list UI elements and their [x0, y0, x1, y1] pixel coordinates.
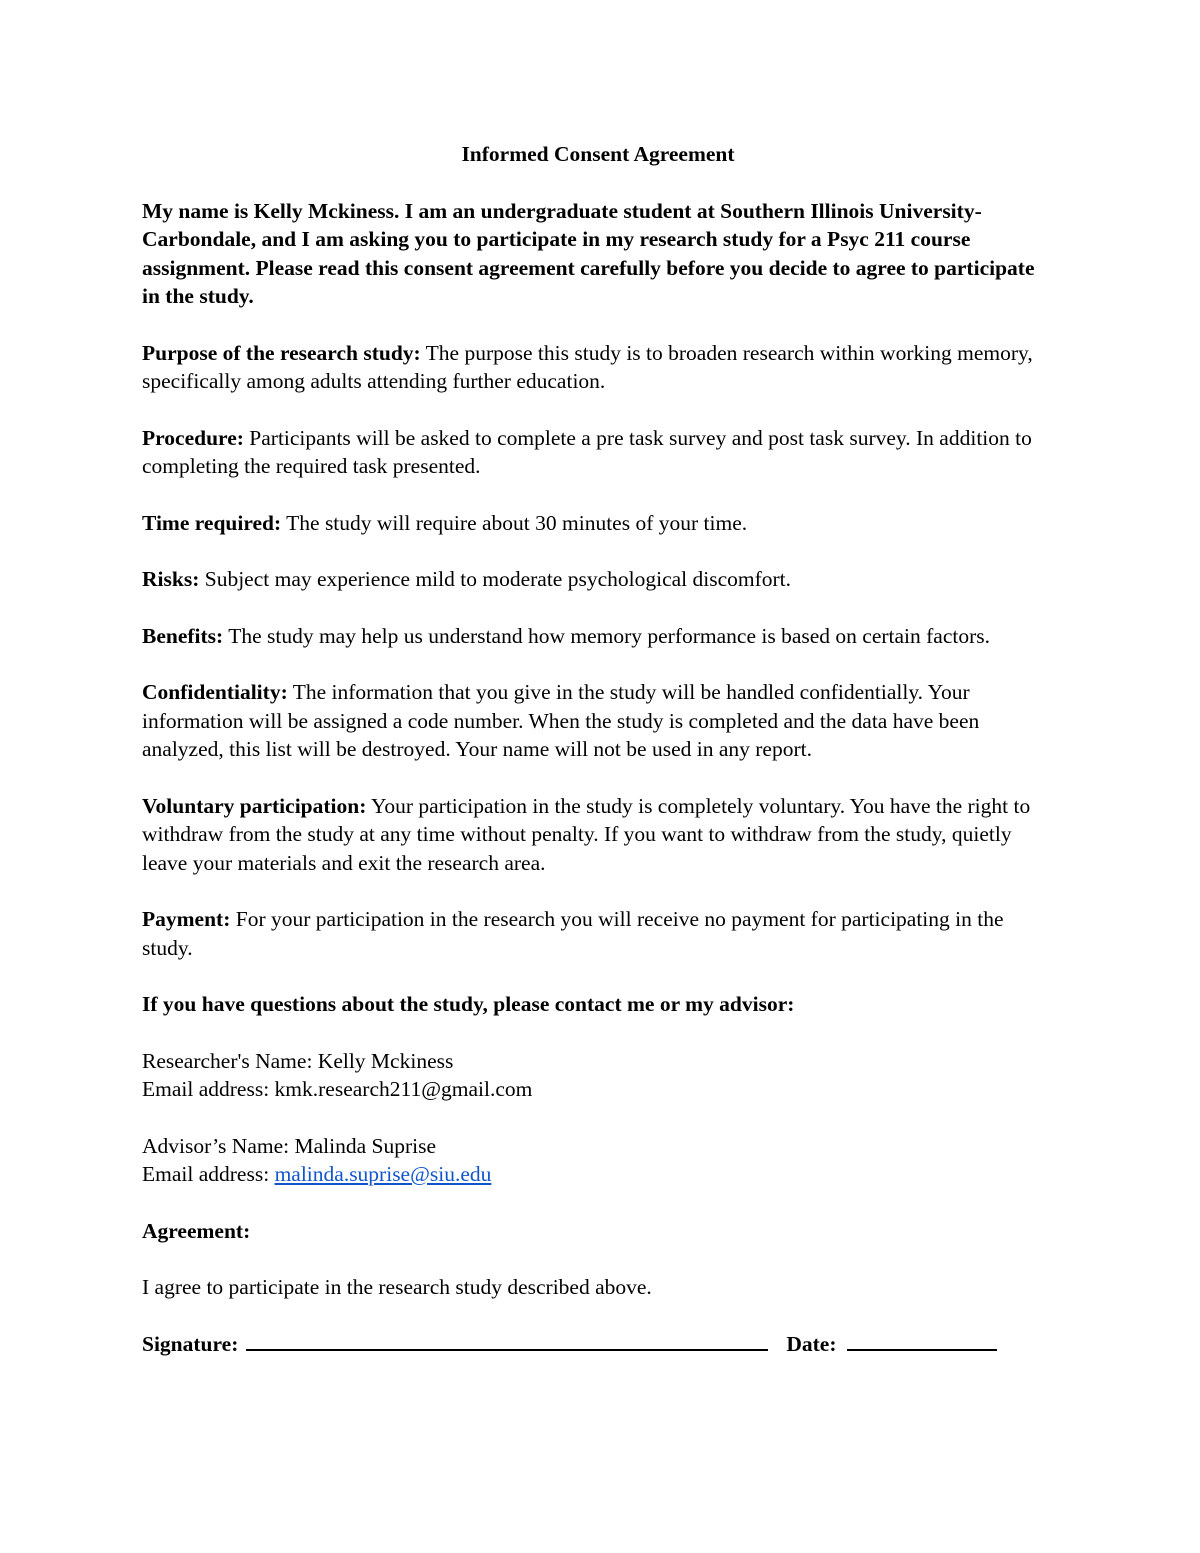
researcher-email: Email address: kmk.research211@gmail.com	[142, 1077, 533, 1101]
signature-label: Signature:	[142, 1331, 239, 1356]
section-payment	[142, 905, 1054, 962]
section-label: Payment:	[142, 907, 231, 931]
consent-document	[142, 140, 1054, 1358]
section-text: For your participation in the research you will receive no payment for participating in the study.	[142, 907, 1004, 960]
advisor-email-line	[142, 1160, 1054, 1189]
section-label: Confidentiality:	[142, 680, 288, 704]
section-label: Procedure:	[142, 425, 244, 450]
section-text: The information that you give in the study will be handled confidentially. Your information will be assigned a code number. When the study is completed and the data have been analyzed, this list will be destroyed. Your name will not be used in any report.	[142, 680, 980, 761]
section-text: Participants will be asked to complete a pre task survey and post task survey. In addition to completing the required task presented.	[142, 425, 1032, 478]
section-label: Voluntary participation:	[142, 793, 367, 818]
advisor-email-link[interactable]: malinda.suprise@siu.edu	[274, 1162, 492, 1186]
intro-paragraph: My name is Kelly Mckiness. I am an undergraduate student at Southern Illinois University-Carbondale, and I am asking you to participate in my research study for a Psyc 211 course assignment. Please read this consent agreement carefully before you decide to agree to participate in the study.	[142, 198, 1035, 308]
agreement-text: I agree to participate in the research study described above.	[142, 1275, 652, 1299]
signature-row	[142, 1330, 1054, 1359]
agreement-heading: Agreement:	[142, 1218, 251, 1243]
signature-field[interactable]	[246, 1331, 768, 1351]
section-text: The study may help us understand how memory performance is based on certain factors.	[223, 623, 991, 648]
section-purpose	[142, 339, 1054, 396]
section-text: The purpose this study is to broaden research within working memory, specifically among adults attending further education.	[142, 340, 1033, 393]
section-voluntary-participation	[142, 792, 1054, 878]
date-field[interactable]	[847, 1331, 997, 1351]
advisor-contact	[142, 1132, 1054, 1189]
section-benefits	[142, 622, 1054, 651]
section-text: Your participation in the study is completely voluntary. You have the right to withdraw from the study at any time without penalty. If you want to withdraw from the study, quietly leave your materials and exit the research area.	[142, 793, 1031, 875]
section-text: Subject may experience mild to moderate psychological discomfort.	[199, 567, 792, 591]
advisor-name: Advisor’s Name: Malinda Suprise	[142, 1133, 436, 1158]
section-procedure	[142, 424, 1054, 481]
section-label: Time required:	[142, 510, 282, 535]
section-label: Benefits:	[142, 623, 224, 648]
advisor-email-label: Email address:	[142, 1162, 275, 1186]
section-label: Purpose of the research study:	[142, 340, 421, 365]
contact-heading: If you have questions about the study, please contact me or my advisor:	[142, 992, 795, 1016]
section-text: The study will require about 30 minutes of your time.	[281, 510, 748, 535]
section-time-required	[142, 509, 1054, 538]
section-label: Risks:	[142, 567, 200, 591]
section-confidentiality	[142, 678, 1054, 764]
date-label: Date:	[786, 1331, 837, 1356]
researcher-name: Researcher's Name: Kelly Mckiness	[142, 1048, 454, 1073]
researcher-contact	[142, 1047, 1054, 1104]
section-risks	[142, 565, 1054, 594]
document-title: Informed Consent Agreement	[461, 142, 735, 166]
